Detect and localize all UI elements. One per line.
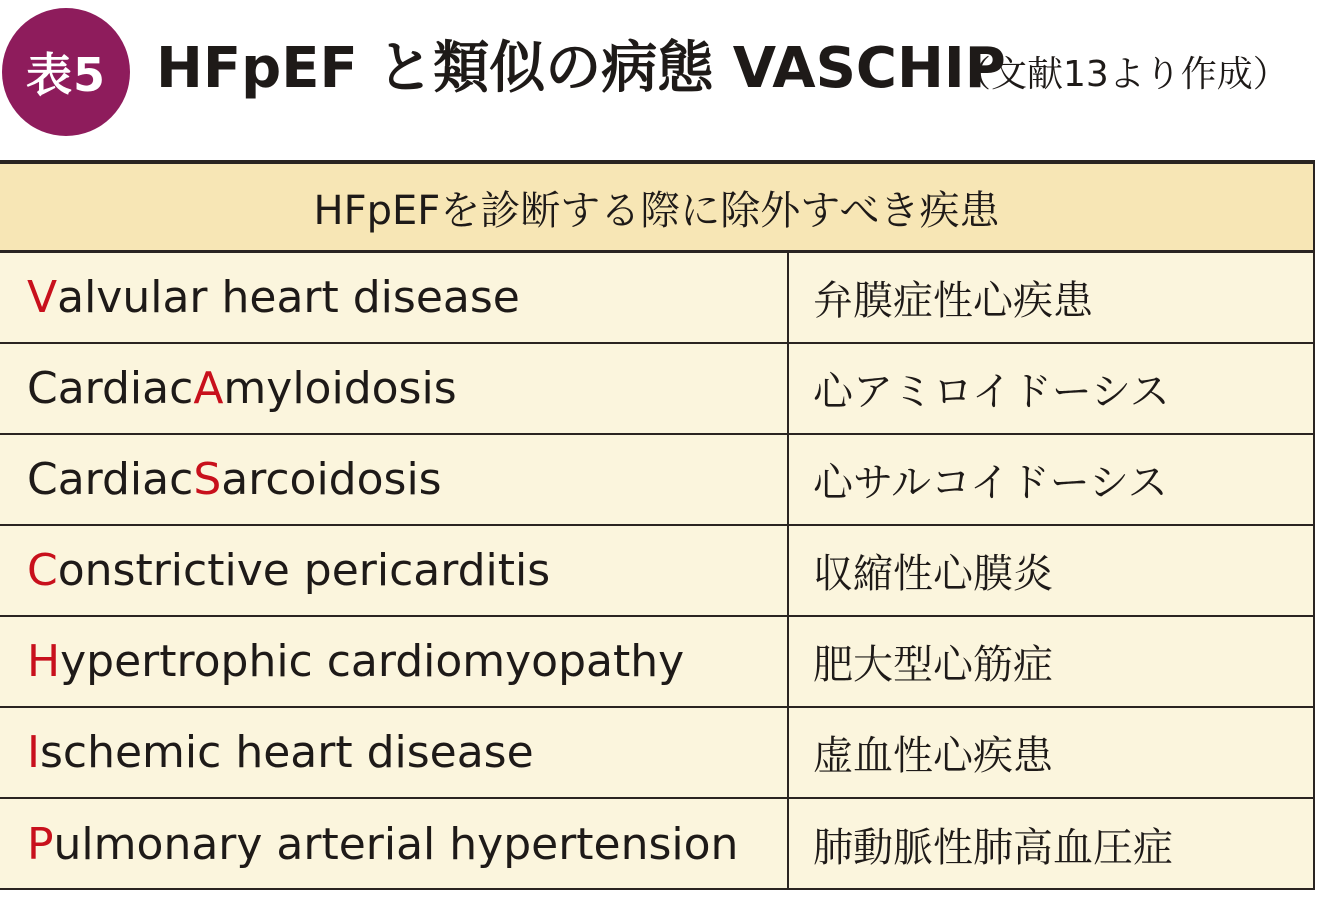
table-title: HFpEF と類似の病態 VASCHIP [156,36,1006,101]
row-rest: onstrictive pericarditis [57,545,551,596]
table-row [0,617,1313,708]
acronym-letter: I [27,727,40,778]
acronym-letter: P [27,819,54,870]
row-rest: arcoidosis [221,454,442,505]
row-rest: ypertrophic cardiomyopathy [60,636,685,687]
row-rest: alvular heart disease [57,272,520,323]
table-source-note: （文献13より作成） [955,54,1289,95]
table-row [0,435,1313,526]
acronym-letter: A [193,363,224,414]
disease-english [0,253,789,342]
acronym-letter: C [27,545,58,596]
disease-japanese: 弁膜症性心疾患 [813,278,1093,324]
row-prefix: Cardiac [27,454,194,505]
disease-japanese: 心アミロイドーシス [813,369,1170,415]
title-bar [0,0,1329,140]
table-row [0,253,1313,344]
vaschip-table [0,160,1315,890]
row-rest: myloidosis [223,363,457,414]
table-number-badge: 表5 [2,8,130,136]
table-header: HFpEFを診断する際に除外すべき疾患 [0,164,1313,253]
disease-english [0,344,789,433]
disease-english [0,526,789,615]
row-prefix: Cardiac [27,363,194,414]
disease-english [0,799,789,890]
disease-english [0,708,789,797]
disease-japanese: 肺動脈性肺高血圧症 [813,825,1173,871]
acronym-letter: S [193,454,222,505]
acronym-letter: V [27,272,58,323]
acronym-letter: H [27,636,61,687]
disease-english [0,617,789,706]
disease-japanese: 収縮性心膜炎 [813,551,1053,597]
disease-japanese: 肥大型心筋症 [813,642,1053,688]
disease-japanese: 虚血性心疾患 [813,733,1053,779]
table-row [0,526,1313,617]
row-rest: schemic heart disease [39,727,534,778]
table-row [0,344,1313,435]
disease-english [0,435,789,524]
row-rest: ulmonary arterial hypertension [53,819,739,870]
table-row [0,799,1313,890]
table-row [0,708,1313,799]
disease-japanese: 心サルコイドーシス [813,460,1168,506]
